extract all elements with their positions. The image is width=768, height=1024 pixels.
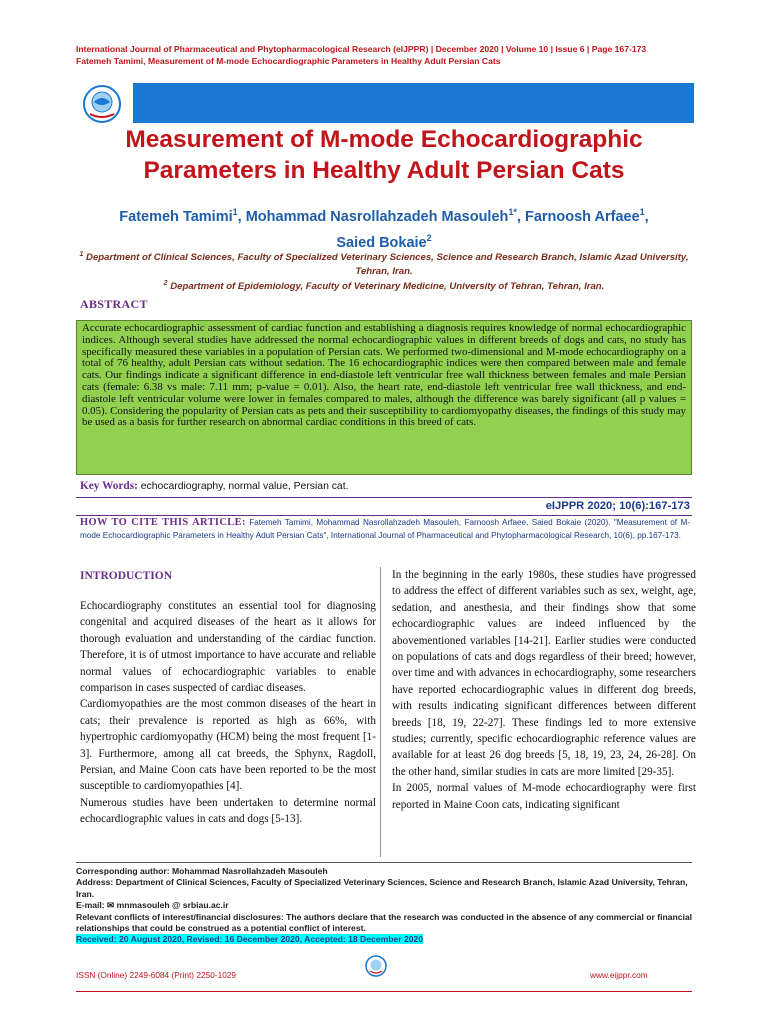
affiliation-sup: 1 <box>79 251 84 258</box>
affiliation-2 <box>76 277 692 294</box>
article-dates: Received: 20 August 2020, Revised: 16 December 2020, Accepted: 18 December 2020 <box>76 934 424 945</box>
divider <box>76 497 692 498</box>
abstract-body: Accurate echocardiographic assessment of cardiac function and establishing a diagnosis requires knowledge of normal echocardiographic indices. Although several studies have addressed the normal echocardiographic values in different breeds of dogs and cats, no study has specifically measured these variables in a population of Persian cats. We performed two-dimensional and M-mode echocardiography on a total of 76 healthy, adult Persian cats without sedation. The 16 echocardiographic indices were then compared between male and female cats. Our findings indicate a significant difference in end-diastole left ventricular free wall thickness between females and male Persian cats (female: 6.38 vs male: 7.11 mm; p-value = 0.01). Also, the heart rate, end-diastole left ventricular free wall thickness, and end-diastole left ventricular volume were lower in females compared to males, although the difference was barely significant (all p values = 0.05). Considering the popularity of Persian cats as pets and their susceptibility to cardiomyopathy diseases, the findings of this study may be used as a basis for further research on abnormal cardiac conditions in this breed of cats. <box>76 320 692 475</box>
author-sup: 2 <box>426 232 432 243</box>
author-name: Saied Bokaie <box>336 234 427 251</box>
left-column <box>80 598 376 828</box>
paragraph: In the beginning in the early 1980s, these studies have progressed to address the effect of different variables such as sex, weight, age, sedation, and anesthesia, and their findings show that some echocardiographic values are indeed influenced by the abovementioned variables [14-21]. Earlier studies were conducted on populations of cats and dogs regardless of their breed; however, over time and with advances in echocardiography, some researchers have reported echocardiographic values in different dog breeds, with results indicating significant differences between different breeds [18, 19, 22-27]. These findings led to more extensive studies; currently, specific echocardiographic reference values are available for at least 26 dog breeds [5, 18, 19, 23, 24, 26-28]. On the other hand, similar studies in cats are more limited [29-35]. <box>392 569 697 778</box>
column-divider <box>380 567 381 857</box>
journal-logo-icon <box>365 955 387 977</box>
affiliation-text: Department of Epidemiology, Faculty of Veterinary Medicine, University of Tehran, Tehran, Iran. <box>170 281 605 293</box>
conflicts-disclosure: Relevant conflicts of interest/financial disclosures: The authors declare that the research was conducted in the absence of any commercial or financial relationships that could be construed as a potential conflict of interest. <box>76 911 693 934</box>
footer-rule <box>76 991 692 992</box>
address: Address: Department of Clinical Sciences, Faculty of Specialized Veterinary Sciences, Science and Research Branch, Islamic Azad University, Tehran, Iran. <box>76 877 688 899</box>
author-name: Fatemeh Tamimi <box>119 208 233 225</box>
journal-logo-icon <box>82 84 122 124</box>
paragraph: Numerous studies have been undertaken to determine normal echocardiographic values in cats and dogs [5-13]. <box>80 796 376 826</box>
email[interactable]: E-mail: ✉ mnmasouleh @ srbiau.ac.ir <box>76 900 229 911</box>
how-to-cite-label: HOW TO CITE THIS ARTICLE: <box>80 517 246 528</box>
keywords-label: Key Words: <box>80 480 138 492</box>
affiliation-text: Department of Clinical Sciences, Faculty of Specialized Veterinary Sciences, Science and Research Branch, Islamic Azad University, Tehran, Iran. <box>86 252 689 278</box>
journal-website-link[interactable]: www.eijppr.com <box>590 970 648 980</box>
author-name: Mohammad Nasrollahzadeh Masouleh <box>245 208 509 225</box>
running-header: Fatemeh Tamimi, Measurement of M-mode Echocardiographic Parameters in Healthy Adult Persian Cats <box>76 56 501 66</box>
author-sup: 1 <box>232 207 238 217</box>
journal-header: International Journal of Pharmaceutical and Phytopharmacological Research (eIJPPR) | December 2020 | Volume 10 | Issue 6 | Page 167-173 <box>76 44 647 54</box>
author-name: Farnoosh Arfaee <box>524 208 640 225</box>
author-sup: 1* <box>508 207 517 217</box>
abstract-heading: ABSTRACT <box>80 297 148 311</box>
citation-reference: eIJPPR 2020; 10(6):167-173 <box>545 500 690 512</box>
paragraph: Echocardiography constitutes an essential tool for diagnosing congenital and acquired diseases of the heart as it allows for thorough evaluation and understanding of the cardiac function. Therefore, it is of utmost importance to have accurate and reliable normal values of echocardiographic variables to enable comparison in cases suspected of cardiac diseases. <box>80 600 376 695</box>
keywords <box>80 480 348 492</box>
paper-title: Measurement of M-mode Echocardiographic Parameters in Healthy Adult Persian Cats <box>125 126 643 184</box>
author-sup: 1 <box>639 207 645 217</box>
paragraph: In 2005, normal values of M-mode echocardiography were first reported in Maine Coon cats, indicating significant <box>392 782 696 811</box>
corresponding-author: Corresponding author: Mohammad Nasrollahzadeh Masouleh <box>76 866 328 876</box>
section-heading: INTRODUCTION <box>80 570 173 582</box>
keywords-text: echocardiography, normal value, Persian cat. <box>140 481 349 492</box>
author-list: Fatemeh Tamimi$^1$, Mohammad Nasrollahzadeh Masouleh$^{1*}$, Farnoosh Arfaee$^1$, Saied Bokaie$^2$ <box>119 207 649 251</box>
paragraph: Cardiomyopathies are the most common diseases of the heart in cats; their prevalence is reported as high as 66%, with hypertrophic cardiomyopathy (HCM) being the most frequent [1-3]. Furthermore, among all cat breeds, the Sphynx, Ragdoll, Persian, and Maine Coon cats have been reported to be the most susceptible to cardiomyopathies [4]. <box>80 698 376 793</box>
divider <box>76 515 692 516</box>
how-to-cite <box>80 517 690 542</box>
how-to-cite-text: Fatemeh Tamimi, Mohammad Nasrollahzadeh Masouleh, Farnoosh Arfaee, Saied Bokaie (2020). "Measurement of M-mode Echocardiographic Parameters in Healthy Adult Persian Cats", International Journal of Pharmaceutical and Phytopharmacological Research, 10(6), pp.167-173. <box>80 518 691 540</box>
affiliation-1 <box>76 248 692 279</box>
footer-divider <box>76 862 692 863</box>
footnote <box>76 866 696 946</box>
header-banner <box>133 83 694 123</box>
right-column <box>392 567 696 813</box>
issn: ISSN (Online) 2249-6084 (Print) 2250-1029 <box>76 970 237 980</box>
affiliation-sup: 2 <box>163 280 168 287</box>
